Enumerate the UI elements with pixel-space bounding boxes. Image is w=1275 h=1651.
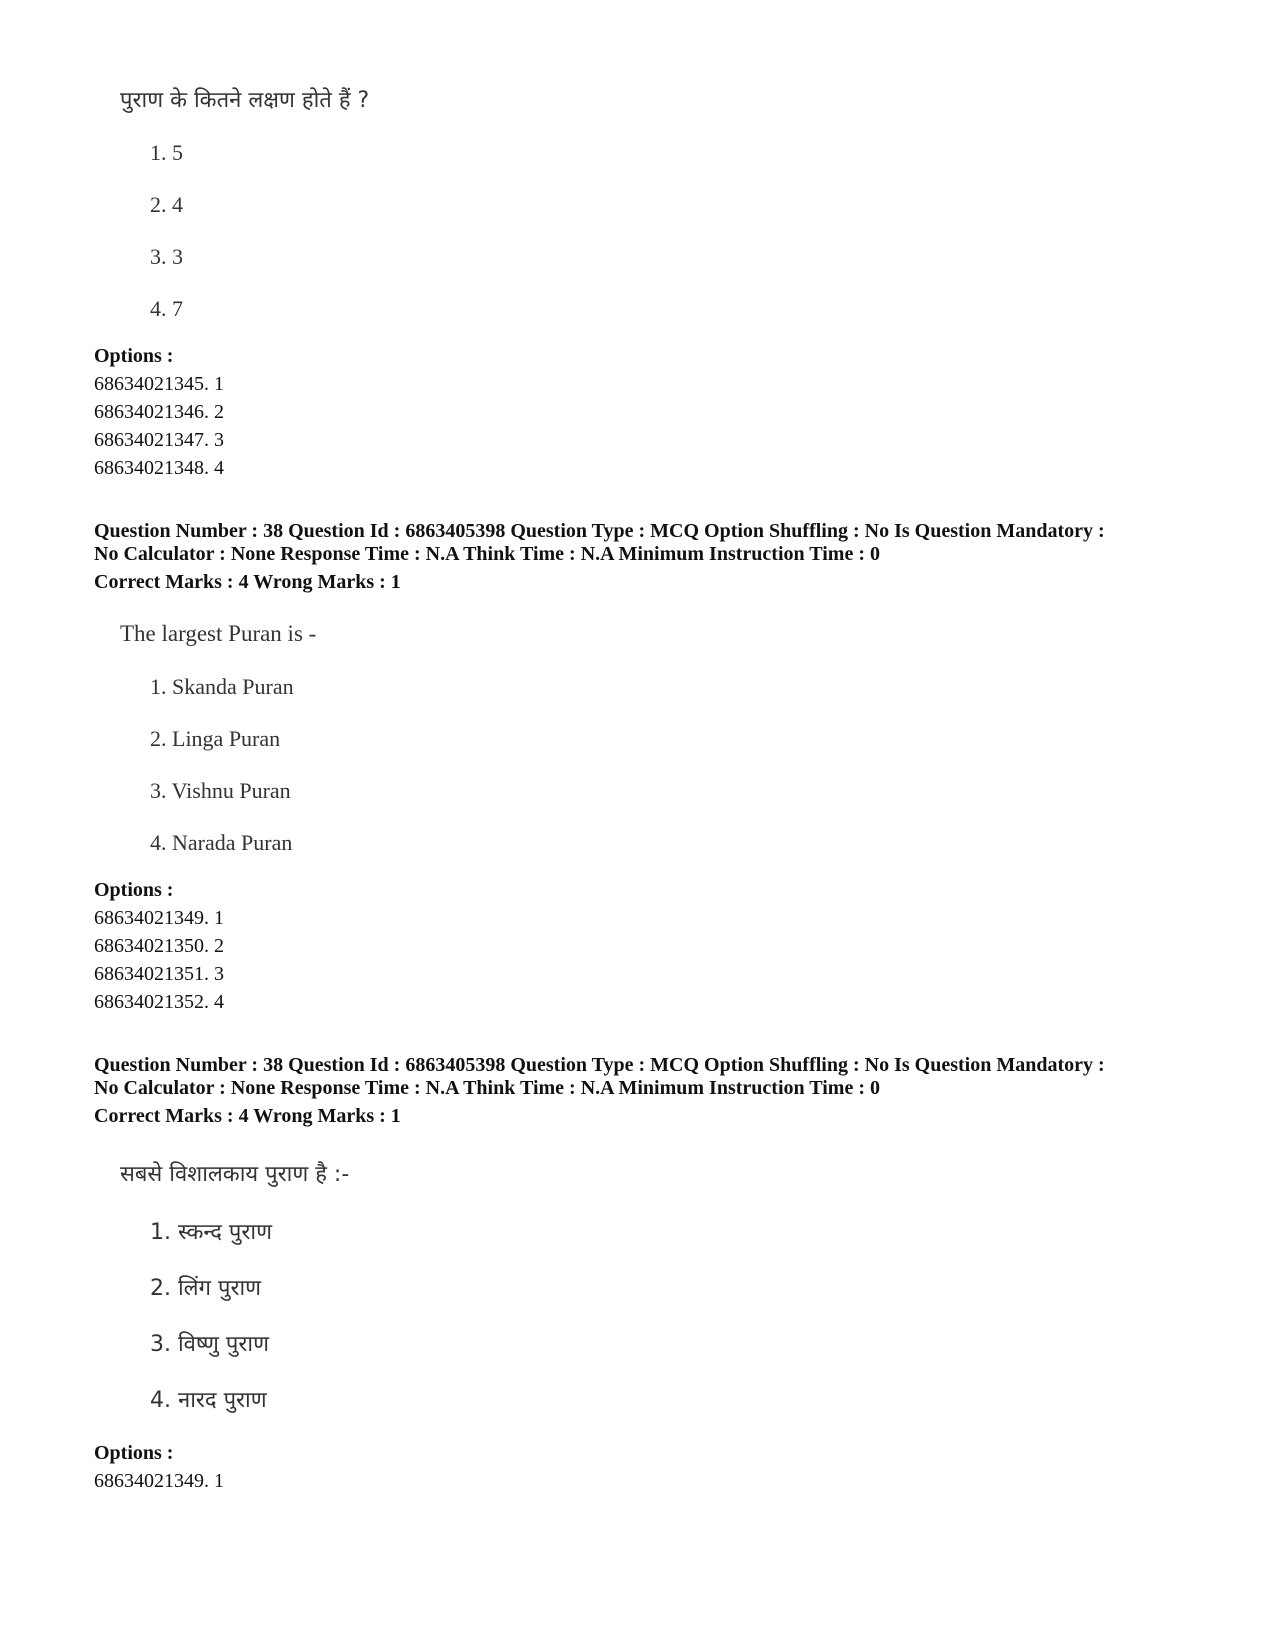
question-text: The largest Puran is - <box>120 621 317 646</box>
choice-3: 3. 3 <box>150 244 183 269</box>
question-meta-line1: Question Number : 38 Question Id : 6863405398 Question Type : MCQ Option Shuffling : No Is Question Mandatory : <box>94 1054 1105 1076</box>
question-meta-line1: Question Number : 38 Question Id : 6863405398 Question Type : MCQ Option Shuffling : No Is Question Mandatory : <box>94 520 1105 542</box>
option-row: 68634021351. 3 <box>94 963 224 985</box>
option-row: 68634021350. 2 <box>94 935 224 957</box>
question-text: सबसे विशालकाय पुराण है :- <box>120 1162 350 1187</box>
choice-2: 2. लिंग पुराण <box>150 1276 262 1301</box>
choice-3: 3. विष्णु पुराण <box>150 1332 269 1357</box>
choice-1: 1. Skanda Puran <box>150 674 294 699</box>
question-meta-line2: No Calculator : None Response Time : N.A Think Time : N.A Minimum Instruction Time : 0 <box>94 543 880 565</box>
options-label: Options : <box>94 1442 174 1464</box>
marks-line: Correct Marks : 4 Wrong Marks : 1 <box>94 1105 401 1127</box>
question-text: पुराण के कितने लक्षण होते हैं ? <box>120 88 370 113</box>
choice-1: 1. स्कन्द पुराण <box>150 1220 273 1245</box>
choice-4: 4. 7 <box>150 296 183 321</box>
marks-line: Correct Marks : 4 Wrong Marks : 1 <box>94 571 401 593</box>
option-row: 68634021345. 1 <box>94 373 224 395</box>
option-row: 68634021348. 4 <box>94 457 224 479</box>
options-label: Options : <box>94 879 174 901</box>
option-row: 68634021346. 2 <box>94 401 224 423</box>
option-row: 68634021347. 3 <box>94 429 224 451</box>
choice-1: 1. 5 <box>150 140 183 165</box>
option-row: 68634021352. 4 <box>94 991 224 1013</box>
choice-3: 3. Vishnu Puran <box>150 778 291 803</box>
choice-4: 4. नारद पुराण <box>150 1388 267 1413</box>
option-row: 68634021349. 1 <box>94 1470 224 1492</box>
option-row: 68634021349. 1 <box>94 907 224 929</box>
choice-4: 4. Narada Puran <box>150 830 293 855</box>
options-label: Options : <box>94 345 174 367</box>
question-meta-line2: No Calculator : None Response Time : N.A Think Time : N.A Minimum Instruction Time : 0 <box>94 1077 880 1099</box>
choice-2: 2. 4 <box>150 192 183 217</box>
choice-2: 2. Linga Puran <box>150 726 281 751</box>
